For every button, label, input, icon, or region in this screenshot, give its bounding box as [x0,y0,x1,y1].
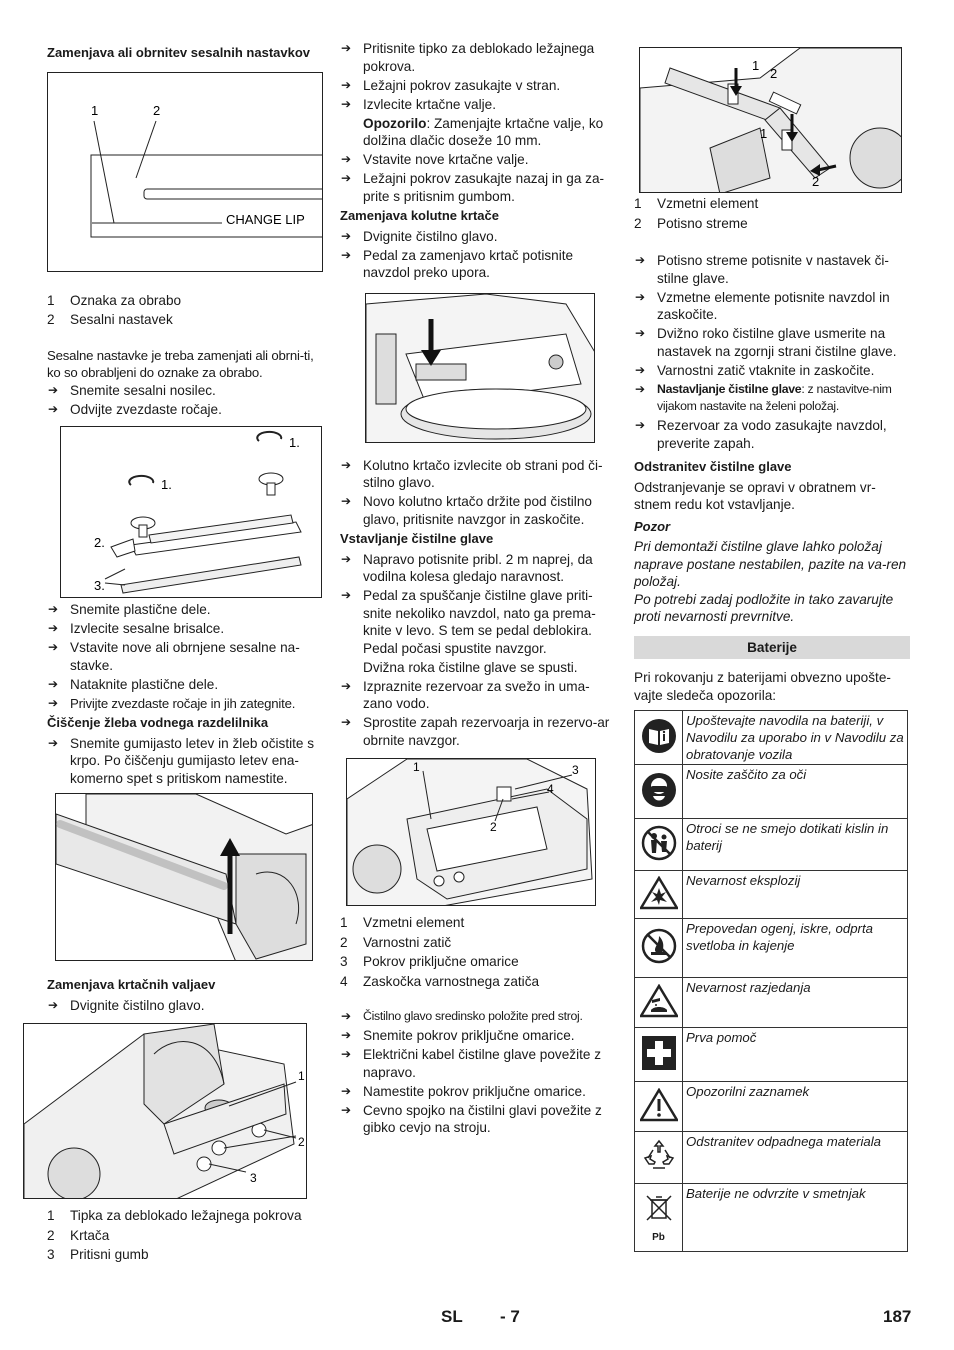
warning-text: Nevarnost razjedanja [683,978,908,1028]
warning-row [635,978,908,1028]
step: ➔ Izvlecite krtačne valje. [340,96,616,114]
fig2-label-1a: 1. [289,435,300,450]
note-text: : Zamenjajte krtačne valje, ko dolžina dlačic doseže 10 mm. [363,115,604,148]
figure-roller-brush [23,1023,307,1199]
fig2-label-2: 2. [94,535,105,550]
corrosion-icon [635,978,683,1028]
fig1-change-lip: CHANGE LIP [226,211,305,227]
fig2-label-1b: 1. [161,477,172,492]
explosion-icon [635,871,683,919]
first-aid-icon [635,1028,683,1082]
fig1-label-1: 1 [91,102,99,118]
step: ➔ Odvijte zvezdaste ročaje. [47,401,323,419]
fig6-label-4: 4 [547,782,554,796]
step: ➔ Pritisnite tipko za deblokado ležajnega pokrova. [340,40,616,75]
heading-water-distributor: Čiščenje žleba vodnega razdelilnika [47,715,269,730]
figure-tank-connections [346,758,596,906]
step: ➔ Ležajni pokrov zasukajte nazaj in ga za-prite s pritisnim gumbom. [340,170,616,205]
children-icon [635,819,683,871]
fig2-label-3: 3. [94,578,105,593]
fig4-label-1: 1 [298,1069,305,1083]
warning-text: Upoštevajte navodila na bateriji, v Navodilu za uporabo in v Navodilu za obratovanje vozila [683,711,908,765]
step: ➔ Električni kabel čistilne glave povežite z napravo. [340,1046,616,1081]
fig6-label-1: 1 [413,760,420,774]
step: ➔ Varnostni zatič vtaknite in zaskočite. [634,362,910,380]
step: ➔ Rezervoar za vodo zasukajte navzdol, preverite zapah. [634,417,910,452]
warning-row [635,765,908,819]
fig7-label-1a: 1 [752,58,760,73]
step: ➔ Izvlecite sesalne brisalce. [47,620,323,638]
figure-disc-brush-pedal [365,293,595,443]
step: ➔ Namestite pokrov priključne omarice. [340,1083,616,1101]
step: ➔ Dvignite čistilno glavo. [340,228,616,246]
heading-disc-brush: Zamenjava kolutne krtače [340,208,499,223]
legend-item: 1 Oznaka za obrabo [47,292,182,308]
step: ➔ Nataknite plastične dele. [47,676,323,694]
legend-item: 3 Pokrov priključne omarice [340,954,519,969]
substep: Dvižna roka čistilne glave se spusti. [363,659,578,675]
warning-text: Prva pomoč [683,1028,908,1082]
legend-item: 2 Potisno streme [634,215,748,231]
step: ➔ Pedal za zamenjavo krtač potisnite navzdol preko upora. [340,247,616,282]
manual-icon [635,711,683,765]
caution-text-1: Pri demontaži čistilne glave lahko položaj naprave postane nestabilen, pazite na va-ren položaj. [634,539,907,589]
battery-warning-table [634,710,908,1252]
figure-wear-mark [47,72,323,272]
column-3 [634,40,910,1252]
warning-row [635,819,908,871]
heading-brush-rollers: Zamenjava krtačnih valjaev [47,977,216,992]
note-label: Opozorilo [363,115,427,131]
step: ➔ Vstavite nove krtačne valje. [340,151,616,169]
warning-row [635,1082,908,1132]
fig7-label-2a: 2 [770,66,778,81]
step-adjust-head: ➔ Nastavljanje čistilne glave: z nastavitve-nim vijakom nastavite na želeni položaj. [634,381,910,416]
legend-item: 1 Tipka za deblokado ležajnega pokrova [47,1208,302,1223]
legend-item: 2 Krtača [47,1227,110,1243]
heading-squeegee-replace: Zamenjava ali obrnitev sesalnih nastavkov [47,45,311,60]
paragraph-remove-head: Odstranjevanje se opravi v obratnem vr-stnem redu kot vstavljanje. [634,479,876,512]
warning-row [635,919,908,978]
step: ➔ Privijte zvezdaste ročaje in jih zategnite. [47,695,323,713]
warning-text: Nevarnost eksplozij [683,871,908,919]
step: ➔ Snemite sesalni nosilec. [47,382,323,400]
heading-remove-head: Odstranitev čistilne glave [634,459,792,474]
caution-text-2: Po potrebi zadaj podložite in tako zavarujte proti nevarnosti prevrnitve. [634,591,894,624]
warning-text: Otroci se ne smejo dotikati kislin in baterij [683,819,908,871]
heading-insert-head: Vstavljanje čistilne glave [340,531,494,546]
step: ➔ Napravo potisnite pribl. 2 m naprej, da vodilna kolesa gledajo naravnost. [340,551,616,586]
recycle-icon [635,1132,683,1184]
step: ➔ Vzmetne elemente potisnite navzdol in zaskočite. [634,289,910,324]
figure-squeegee-parts [60,426,322,598]
warning-text: Opozorilni zaznamek [683,1082,908,1132]
no-fire-icon [635,919,683,978]
fig7-label-2b: 2 [812,174,820,189]
paragraph-squeegee-wear: Sesalne nastavke je treba zamenjati ali obrni-ti, ko so obrabljeni do oznake za obrabo. [47,347,314,380]
warning-row [635,711,908,765]
legend-item: 3 Pritisni gumb [47,1247,149,1262]
no-bin-icon [635,1184,683,1252]
step: ➔ Cevno spojko na čistilni glavi povežite z gibko cevjo na stroju. [340,1102,616,1137]
step: ➔ Snemite plastične dele. [47,601,323,619]
legend-item: 1 Vzmetni element [634,196,759,211]
step: ➔ Dvignite čistilno glavo. [47,997,323,1015]
section-heading-batteries: Baterije [634,636,910,660]
fig1-label-2: 2 [153,102,161,118]
column-1 [47,40,323,1266]
step: ➔ Pedal za spuščanje čistilne glave priti-snite nekoliko navzdol, nato ga prema-knite v levo. S tem se pedal deblokira. Pedal počasi spustite navzgor. [340,587,616,657]
step: ➔ Snemite gumijasto letev in žleb očistite s krpo. Po čiščenju gumijasto letev ena-komerno spet s pritiskom namestite. [47,735,323,788]
goggles-icon [635,765,683,819]
step: ➔ Potisno streme potisnite v nastavek či-stilne glave. [634,252,910,287]
footer-language: SL [441,1307,463,1326]
legend-item: 1 Vzmetni element [340,915,465,930]
warning-text: Odstranitev odpadnega materiala [683,1132,908,1184]
note [340,115,616,150]
warning-text: Prepovedan ogenj, iskre, odprta svetloba in kajenje [683,919,908,978]
paragraph-battery-warnings: Pri rokovanju z baterijami obvezno upošte-vajte sledeča opozorila: [634,670,891,703]
column-2 [340,40,616,1138]
step: ➔ Kolutno krtačo izvlecite ob strani pod či-stilno glavo. [340,457,616,492]
warning-row [635,1184,908,1252]
step: ➔ Novo kolutno krtačo držite pod čistilno glavo, pritisnite navzgor in zaskočite. [340,493,616,528]
warning-text: Nosite zaščito za oči [683,765,908,819]
step: ➔ Izpraznite rezervoar za svežo in uma-zano vodo. [340,678,616,713]
fig4-label-2: 2 [298,1135,305,1149]
figure-distributor-channel [55,793,313,961]
fig6-label-2: 2 [490,820,497,834]
fig6-label-3: 3 [572,763,579,777]
footer-local-page: - 7 [500,1307,520,1326]
fig4-label-3: 3 [250,1171,257,1185]
step: ➔ Ležajni pokrov zasukajte v stran. [340,77,616,95]
legend-1 [47,292,323,329]
fig7-label-1b: 1 [760,126,768,141]
step: ➔ Čistilno glavo sredinsko položite pred stroj. [340,1008,616,1026]
step: ➔ Dvižno roko čistilne glave usmerite na nastavek na zgornji strani čistilne glave. [634,325,910,360]
warning-row [635,1028,908,1082]
footer-page-number: 187 [883,1307,912,1326]
warning-row [635,1132,908,1184]
caution-label: Pozor [634,518,671,534]
step: ➔ Sprostite zapah rezervoarja in rezervo-ar obrnite navzgor. [340,714,616,749]
warning-text: Baterije ne odvrzite v smetnjak [683,1184,908,1252]
warning-icon [635,1082,683,1132]
warning-row [635,871,908,919]
figure-push-bracket [639,47,902,193]
icon-label: Pb [652,1232,665,1243]
legend-item: 2 Sesalni nastavek [47,312,173,327]
step: ➔ Snemite pokrov priključne omarice. [340,1027,616,1045]
legend-item: 4 Zaskočka varnostnega zatiča [340,973,540,989]
legend-item: 2 Varnostni zatič [340,934,452,950]
step: ➔ Vstavite nove ali obrnjene sesalne na-stavke. [47,639,323,674]
